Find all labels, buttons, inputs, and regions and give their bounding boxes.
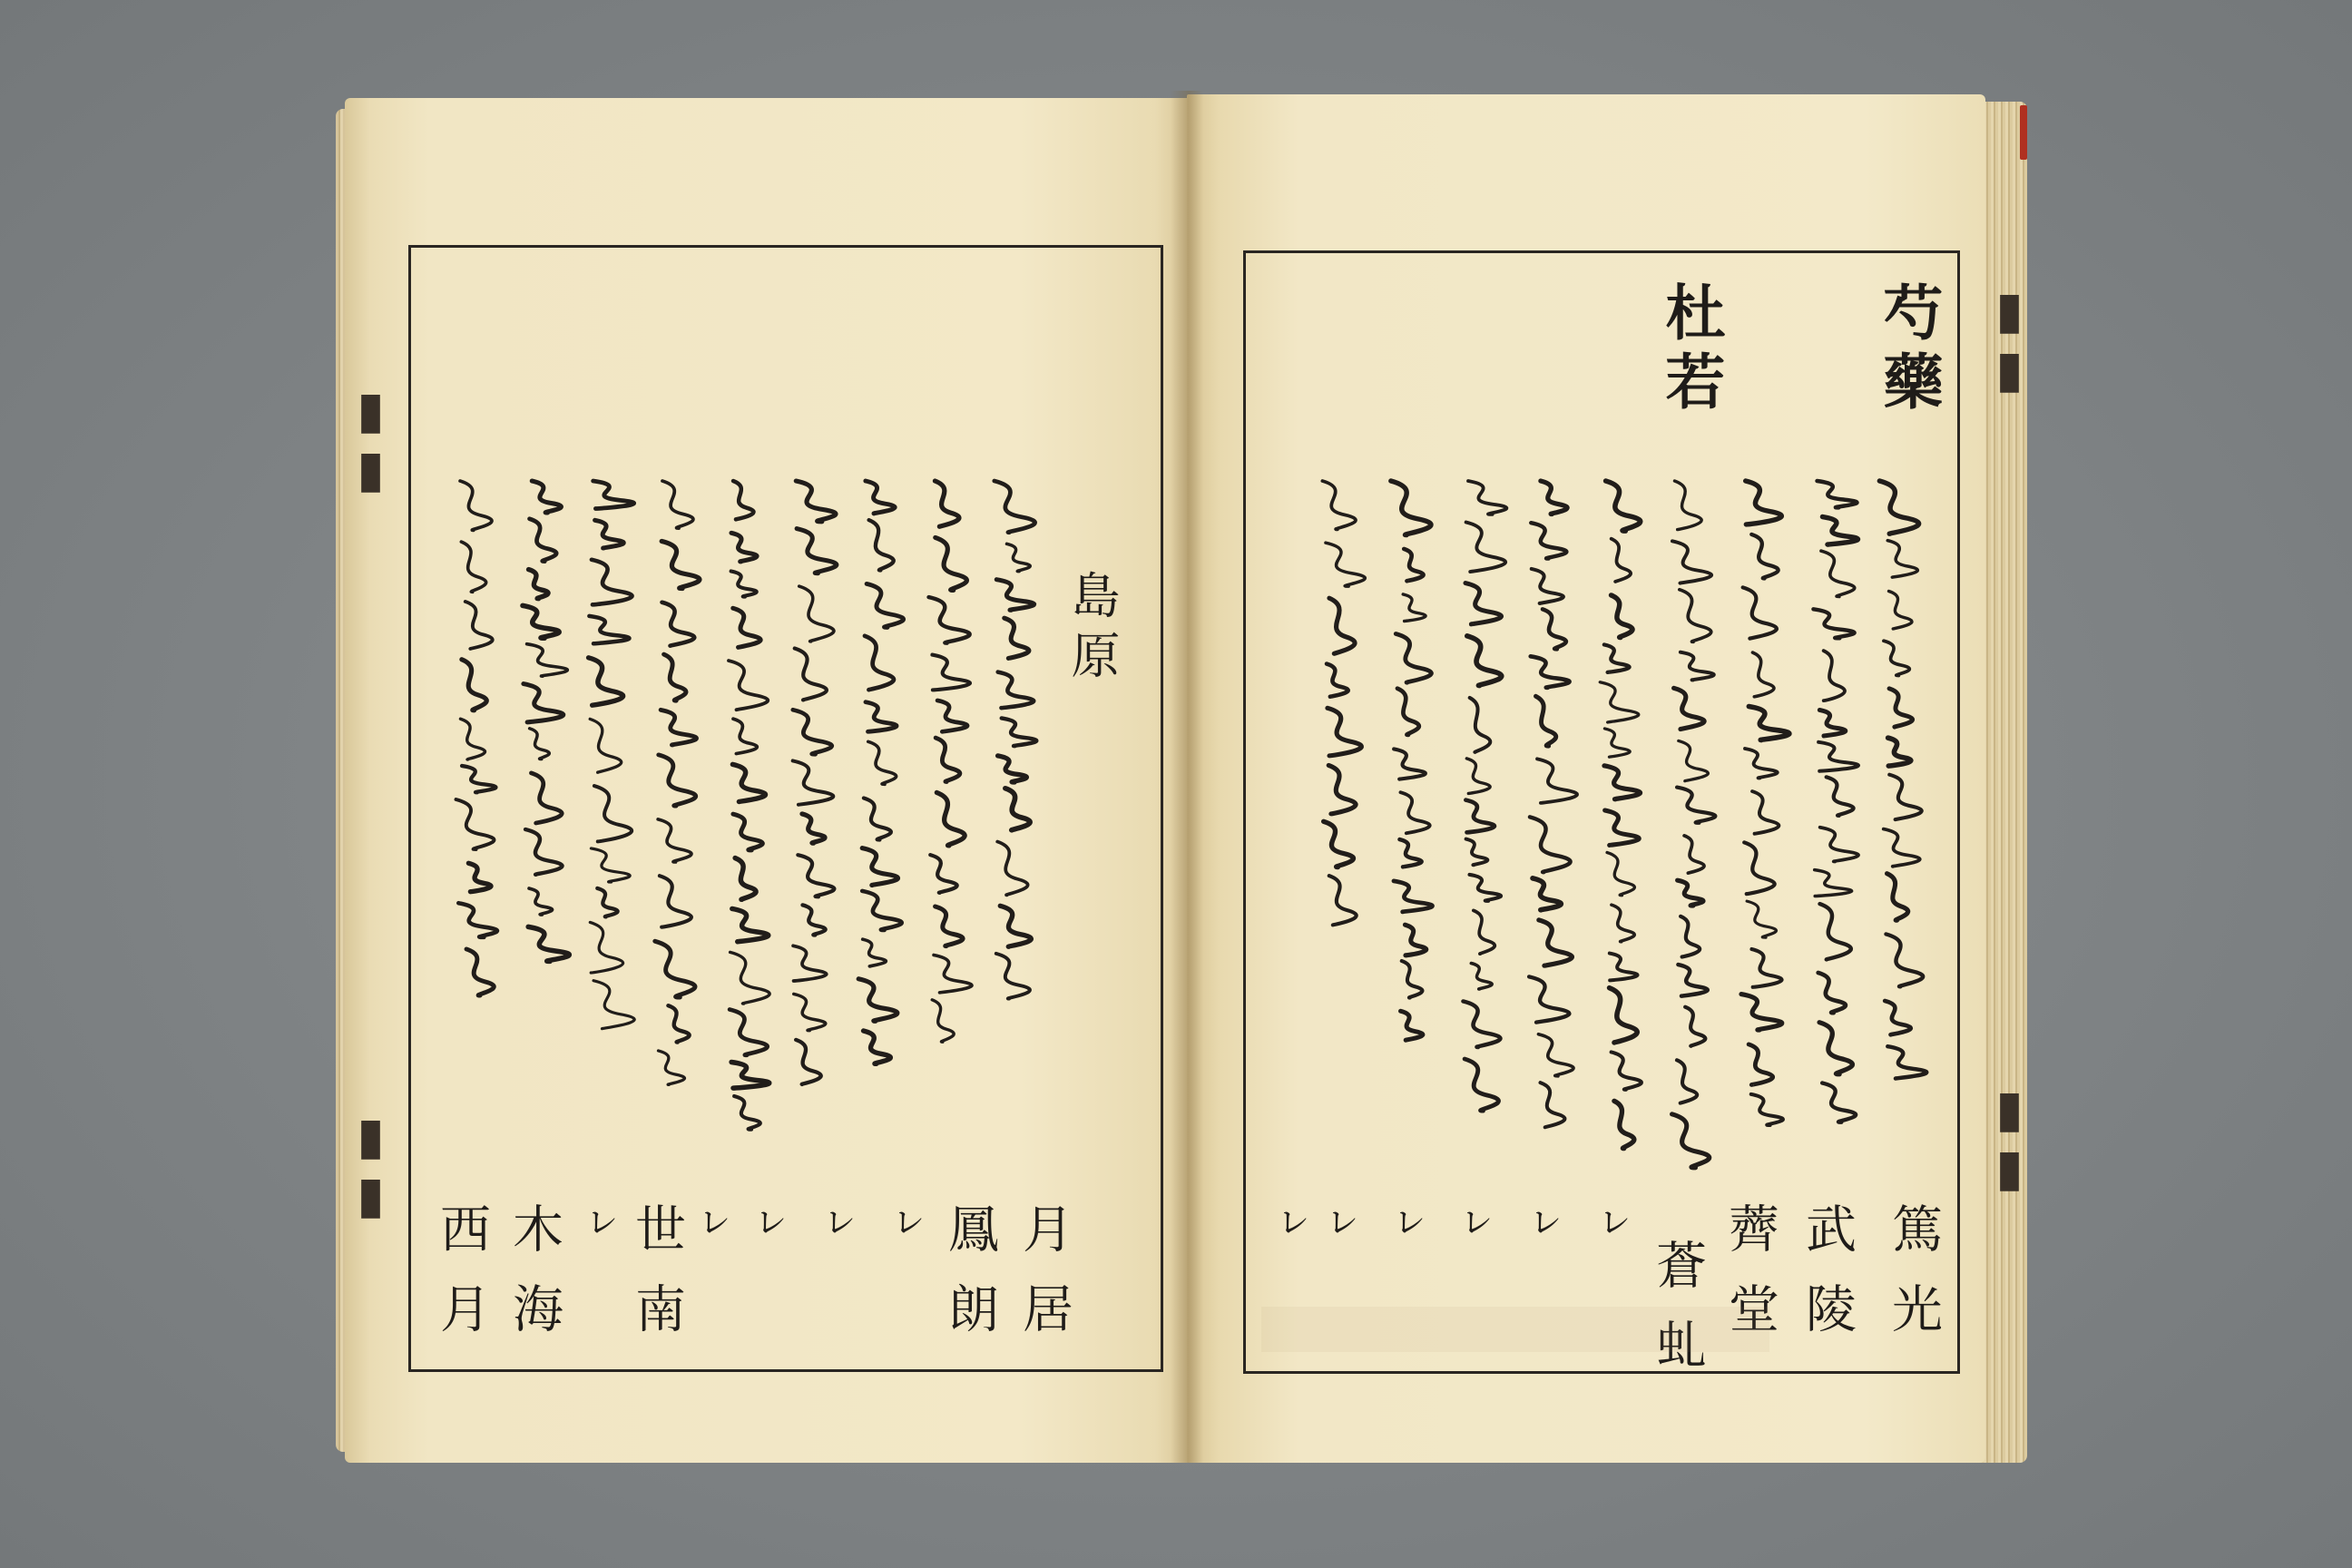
brush-stroke bbox=[862, 848, 897, 886]
verse-mark: ㇾ bbox=[1513, 1202, 1559, 1251]
brush-stroke bbox=[864, 1031, 891, 1063]
brush-stroke bbox=[869, 520, 894, 570]
brush-stroke bbox=[1541, 481, 1567, 514]
brush-stroke bbox=[1749, 1044, 1773, 1085]
brush-stroke bbox=[1612, 905, 1634, 942]
brush-stroke bbox=[466, 602, 493, 649]
brush-stroke bbox=[1402, 961, 1423, 998]
brush-stroke bbox=[1815, 870, 1852, 897]
brush-stroke bbox=[1889, 689, 1913, 727]
verse-mark: ㇾ bbox=[569, 1202, 615, 1251]
brush-stroke bbox=[1394, 749, 1426, 779]
brush-stroke bbox=[590, 922, 622, 973]
brush-stroke bbox=[1818, 742, 1858, 771]
brush-stroke bbox=[1744, 842, 1774, 894]
brush-stroke bbox=[1610, 954, 1638, 981]
brush-stroke bbox=[1746, 481, 1782, 524]
brush-stroke bbox=[530, 729, 550, 760]
brush-stroke bbox=[1002, 718, 1036, 746]
brush-stroke bbox=[468, 863, 491, 891]
brush-stroke bbox=[732, 908, 769, 941]
brush-stroke bbox=[1818, 973, 1846, 1013]
brush-stroke bbox=[530, 519, 557, 562]
brush-stroke bbox=[997, 841, 1028, 895]
brush-stroke bbox=[1819, 904, 1850, 959]
brush-stroke bbox=[1463, 1001, 1500, 1047]
show-through bbox=[1261, 1307, 1769, 1352]
brush-stroke bbox=[529, 570, 549, 599]
brush-stroke bbox=[655, 941, 695, 997]
place-name: 島原 bbox=[1063, 570, 1121, 690]
brush-stroke bbox=[659, 755, 696, 806]
brush-stroke bbox=[731, 571, 757, 596]
open-book bbox=[336, 91, 2043, 1470]
brush-stroke bbox=[1539, 920, 1573, 965]
brush-stroke bbox=[1610, 988, 1638, 1043]
brush-stroke bbox=[1005, 789, 1030, 830]
red-cover-edge bbox=[2020, 105, 2027, 160]
brush-stroke bbox=[733, 608, 760, 647]
brush-stroke bbox=[1391, 481, 1431, 535]
brush-stroke bbox=[1327, 664, 1348, 697]
brush-stroke bbox=[1533, 878, 1561, 910]
brush-stroke bbox=[528, 926, 569, 961]
brush-stroke bbox=[1887, 874, 1908, 921]
brush-stroke bbox=[865, 636, 894, 690]
brush-stroke bbox=[1605, 810, 1640, 845]
brush-stroke bbox=[1681, 916, 1700, 957]
brush-stroke bbox=[1466, 839, 1488, 866]
brush-stroke bbox=[1396, 633, 1431, 682]
brush-stroke bbox=[1879, 481, 1918, 534]
brush-stroke bbox=[996, 580, 1034, 611]
fore-edge-title-left: ▮▮ bbox=[341, 381, 400, 499]
brush-stroke bbox=[658, 1051, 684, 1084]
brush-stroke bbox=[731, 533, 757, 562]
brush-stroke bbox=[799, 586, 834, 642]
brush-stroke bbox=[1884, 829, 1920, 867]
brush-stroke bbox=[1612, 539, 1631, 582]
brush-stroke bbox=[658, 819, 691, 862]
brush-stroke bbox=[589, 658, 623, 705]
brush-stroke bbox=[867, 583, 904, 627]
verse-mark: ㇾ bbox=[876, 1202, 922, 1251]
verse-mark: ㇾ bbox=[738, 1202, 784, 1251]
brush-stroke bbox=[1889, 592, 1912, 629]
brush-stroke bbox=[1538, 1034, 1573, 1076]
brush-stroke bbox=[793, 760, 834, 804]
brush-stroke bbox=[932, 1000, 954, 1042]
brush-stroke bbox=[936, 738, 960, 781]
brush-stroke bbox=[864, 798, 891, 839]
brush-stroke bbox=[1745, 749, 1778, 779]
brush-stroke bbox=[935, 481, 959, 526]
brush-stroke bbox=[1465, 583, 1501, 624]
verse-mark: ㇾ bbox=[1377, 1202, 1423, 1251]
brush-stroke bbox=[1329, 876, 1357, 925]
brush-stroke bbox=[1467, 636, 1502, 686]
brush-stroke bbox=[735, 858, 756, 900]
brush-stroke bbox=[1685, 1007, 1705, 1046]
brush-stroke bbox=[1328, 765, 1356, 813]
brush-stroke bbox=[1751, 1094, 1783, 1125]
brush-stroke bbox=[1886, 934, 1923, 986]
brush-stroke bbox=[1612, 1052, 1642, 1089]
brush-stroke bbox=[592, 560, 632, 605]
brush-stroke bbox=[1329, 598, 1355, 653]
brush-stroke bbox=[1397, 689, 1419, 735]
brush-stroke bbox=[1535, 696, 1555, 746]
brush-stroke bbox=[1405, 925, 1426, 956]
brush-stroke bbox=[1612, 595, 1632, 638]
brush-stroke bbox=[733, 719, 757, 753]
brush-stroke bbox=[1679, 740, 1709, 780]
brush-stroke bbox=[1674, 688, 1705, 729]
brush-stroke bbox=[1888, 738, 1911, 766]
brush-stroke bbox=[1743, 587, 1777, 638]
book-gutter bbox=[1171, 91, 1203, 1463]
brush-stroke bbox=[1532, 569, 1563, 603]
brush-stroke bbox=[796, 1040, 821, 1084]
brush-stroke bbox=[1004, 618, 1029, 658]
brush-stroke bbox=[1614, 1101, 1634, 1148]
brush-stroke bbox=[531, 773, 562, 823]
brush-stroke bbox=[1827, 777, 1854, 816]
brush-stroke bbox=[798, 855, 834, 897]
brush-stroke bbox=[795, 648, 827, 700]
brush-stroke bbox=[1468, 481, 1506, 514]
brush-stroke bbox=[1889, 775, 1921, 819]
brush-stroke bbox=[1672, 541, 1711, 583]
brush-stroke bbox=[863, 939, 887, 966]
brush-stroke bbox=[868, 741, 897, 784]
brush-stroke bbox=[1752, 652, 1774, 697]
brush-stroke bbox=[1604, 766, 1641, 799]
brush-stroke bbox=[1600, 682, 1639, 722]
brush-stroke bbox=[1000, 906, 1031, 946]
right-page-verse-lines bbox=[1243, 481, 1960, 1171]
brush-stroke bbox=[460, 719, 485, 760]
brush-stroke bbox=[802, 905, 825, 935]
brush-stroke bbox=[734, 1096, 760, 1130]
heading-iris: 杜若 bbox=[1655, 281, 1726, 419]
brush-stroke bbox=[732, 764, 765, 801]
brush-stroke bbox=[1403, 594, 1426, 622]
brush-stroke bbox=[461, 542, 485, 592]
brush-stroke bbox=[1400, 792, 1429, 833]
brush-stroke bbox=[796, 481, 836, 522]
author-2: 武陵 bbox=[1798, 1202, 1857, 1362]
brush-stroke bbox=[1681, 652, 1714, 681]
brush-stroke bbox=[866, 481, 895, 514]
brush-stroke bbox=[1818, 481, 1857, 507]
brush-stroke bbox=[730, 952, 770, 1004]
brush-stroke bbox=[660, 876, 691, 926]
left-page-verse-lines bbox=[426, 481, 1152, 1171]
brush-stroke bbox=[934, 956, 972, 993]
author-4: 木海 bbox=[505, 1202, 564, 1362]
brush-stroke bbox=[729, 661, 768, 710]
brush-stroke bbox=[932, 655, 970, 691]
brush-stroke bbox=[594, 786, 632, 841]
brush-stroke bbox=[1006, 544, 1030, 571]
brush-stroke bbox=[996, 954, 1030, 999]
brush-stroke bbox=[661, 710, 696, 745]
brush-stroke bbox=[532, 481, 561, 513]
brush-stroke bbox=[995, 481, 1035, 533]
brush-stroke bbox=[1884, 641, 1909, 675]
brush-stroke bbox=[1531, 523, 1566, 558]
brush-stroke bbox=[1474, 910, 1494, 954]
brush-stroke bbox=[590, 719, 622, 772]
brush-stroke bbox=[1752, 791, 1779, 834]
brush-stroke bbox=[462, 660, 486, 710]
brush-stroke bbox=[527, 644, 568, 676]
brush-stroke bbox=[1322, 481, 1356, 529]
brush-stroke bbox=[802, 814, 825, 843]
verse-mark: ㇾ bbox=[1444, 1202, 1490, 1251]
brush-stroke bbox=[1747, 901, 1776, 937]
brush-stroke bbox=[662, 481, 693, 528]
brush-stroke bbox=[462, 766, 495, 792]
brush-stroke bbox=[466, 949, 494, 995]
brush-stroke bbox=[1465, 800, 1494, 833]
brush-stroke bbox=[936, 906, 964, 946]
brush-stroke bbox=[730, 1009, 768, 1054]
brush-stroke bbox=[998, 756, 1027, 782]
brush-stroke bbox=[664, 654, 686, 701]
verse-mark: ㇾ bbox=[681, 1202, 728, 1251]
brush-stroke bbox=[1399, 839, 1421, 867]
brush-stroke bbox=[662, 603, 695, 646]
brush-stroke bbox=[998, 672, 1034, 709]
brush-stroke bbox=[1328, 708, 1362, 756]
brush-stroke bbox=[593, 981, 634, 1029]
brush-stroke bbox=[1471, 963, 1492, 989]
verse-mark: ㇾ bbox=[1309, 1202, 1356, 1251]
brush-stroke bbox=[1531, 656, 1570, 687]
brush-stroke bbox=[1394, 881, 1433, 912]
brush-stroke bbox=[1470, 698, 1491, 752]
brush-stroke bbox=[1466, 523, 1506, 572]
brush-stroke bbox=[1326, 543, 1365, 586]
brush-stroke bbox=[1819, 1023, 1852, 1074]
fore-edge-page-number-right: ▮▮ bbox=[1980, 1080, 2039, 1198]
brush-stroke bbox=[1604, 729, 1630, 757]
brush-stroke bbox=[733, 481, 754, 519]
brush-stroke bbox=[936, 792, 965, 845]
brush-stroke bbox=[793, 946, 827, 981]
brush-stroke bbox=[591, 848, 630, 882]
brush-stroke bbox=[1672, 1114, 1710, 1168]
brush-stroke bbox=[1401, 1011, 1423, 1040]
brush-stroke bbox=[1678, 965, 1707, 996]
brush-stroke bbox=[866, 702, 897, 732]
brush-stroke bbox=[524, 684, 564, 722]
author-1: 篤光 bbox=[1884, 1202, 1943, 1362]
brush-stroke bbox=[1751, 949, 1781, 987]
brush-stroke bbox=[937, 701, 967, 731]
verse-mark: ㇾ bbox=[1260, 1202, 1307, 1251]
brush-stroke bbox=[733, 814, 763, 850]
brush-stroke bbox=[1684, 836, 1704, 873]
brush-stroke bbox=[525, 829, 562, 875]
brush-stroke bbox=[930, 855, 956, 893]
brush-stroke bbox=[458, 903, 497, 937]
brush-stroke bbox=[1821, 551, 1855, 596]
brush-stroke bbox=[1469, 875, 1501, 901]
brush-stroke bbox=[1822, 1083, 1856, 1122]
brush-stroke bbox=[794, 994, 826, 1030]
brush-stroke bbox=[1465, 1059, 1498, 1111]
brush-stroke bbox=[595, 520, 624, 548]
brush-stroke bbox=[1677, 788, 1715, 823]
brush-stroke bbox=[936, 537, 967, 590]
author-3: 薺堂 bbox=[1720, 1202, 1779, 1362]
verse-mark: ㇾ bbox=[1582, 1202, 1628, 1251]
brush-stroke bbox=[1324, 821, 1354, 867]
brush-stroke bbox=[731, 1063, 769, 1089]
brush-stroke bbox=[1819, 710, 1845, 735]
brush-stroke bbox=[1823, 517, 1858, 545]
brush-stroke bbox=[793, 710, 832, 754]
brush-stroke bbox=[460, 481, 492, 530]
brush-stroke bbox=[797, 529, 837, 573]
brush-stroke bbox=[597, 888, 617, 916]
brush-stroke bbox=[1543, 609, 1566, 649]
brush-stroke bbox=[1820, 828, 1858, 862]
brush-stroke bbox=[1824, 651, 1845, 701]
brush-stroke bbox=[1404, 549, 1423, 581]
fore-edge-page-number-left: ▮▮ bbox=[341, 1107, 400, 1225]
brush-stroke bbox=[662, 541, 700, 588]
brush-stroke bbox=[1887, 541, 1917, 578]
brush-stroke bbox=[1885, 1001, 1910, 1034]
brush-stroke bbox=[1741, 995, 1782, 1031]
brush-stroke bbox=[1466, 759, 1490, 794]
fore-edge-title-right: ▮▮ bbox=[1980, 281, 2039, 399]
brush-stroke bbox=[1680, 590, 1711, 642]
verse-mark: ㇾ bbox=[807, 1202, 853, 1251]
author-4: 蒼虬 bbox=[1648, 1239, 1707, 1398]
brush-stroke bbox=[1537, 759, 1577, 803]
author-2: 鳳朗 bbox=[940, 1202, 999, 1362]
brush-stroke bbox=[1541, 1083, 1565, 1127]
author-1: 月居 bbox=[1014, 1202, 1073, 1362]
brush-stroke bbox=[593, 481, 634, 508]
author-5: 西月 bbox=[432, 1202, 491, 1362]
brush-stroke bbox=[1678, 880, 1704, 906]
brush-stroke bbox=[1604, 644, 1630, 671]
author-3: 世南 bbox=[627, 1202, 686, 1362]
brush-stroke bbox=[929, 597, 970, 642]
brush-stroke bbox=[456, 799, 495, 849]
brush-stroke bbox=[529, 888, 553, 915]
brush-stroke bbox=[1606, 481, 1641, 531]
brush-stroke bbox=[1677, 1060, 1697, 1102]
brush-stroke bbox=[1887, 1046, 1926, 1078]
brush-stroke bbox=[1530, 817, 1571, 872]
brush-stroke bbox=[1813, 609, 1854, 638]
brush-stroke bbox=[668, 1005, 689, 1042]
brush-stroke bbox=[1751, 534, 1778, 578]
brush-stroke bbox=[1607, 853, 1634, 896]
brush-stroke bbox=[1674, 481, 1701, 530]
heading-peony: 芍藥 bbox=[1873, 281, 1944, 419]
brush-stroke bbox=[858, 979, 897, 1021]
brush-stroke bbox=[862, 891, 902, 930]
brush-stroke bbox=[1529, 976, 1569, 1022]
brush-stroke bbox=[589, 616, 629, 643]
brush-stroke bbox=[523, 605, 559, 638]
brush-stroke bbox=[1749, 707, 1789, 740]
